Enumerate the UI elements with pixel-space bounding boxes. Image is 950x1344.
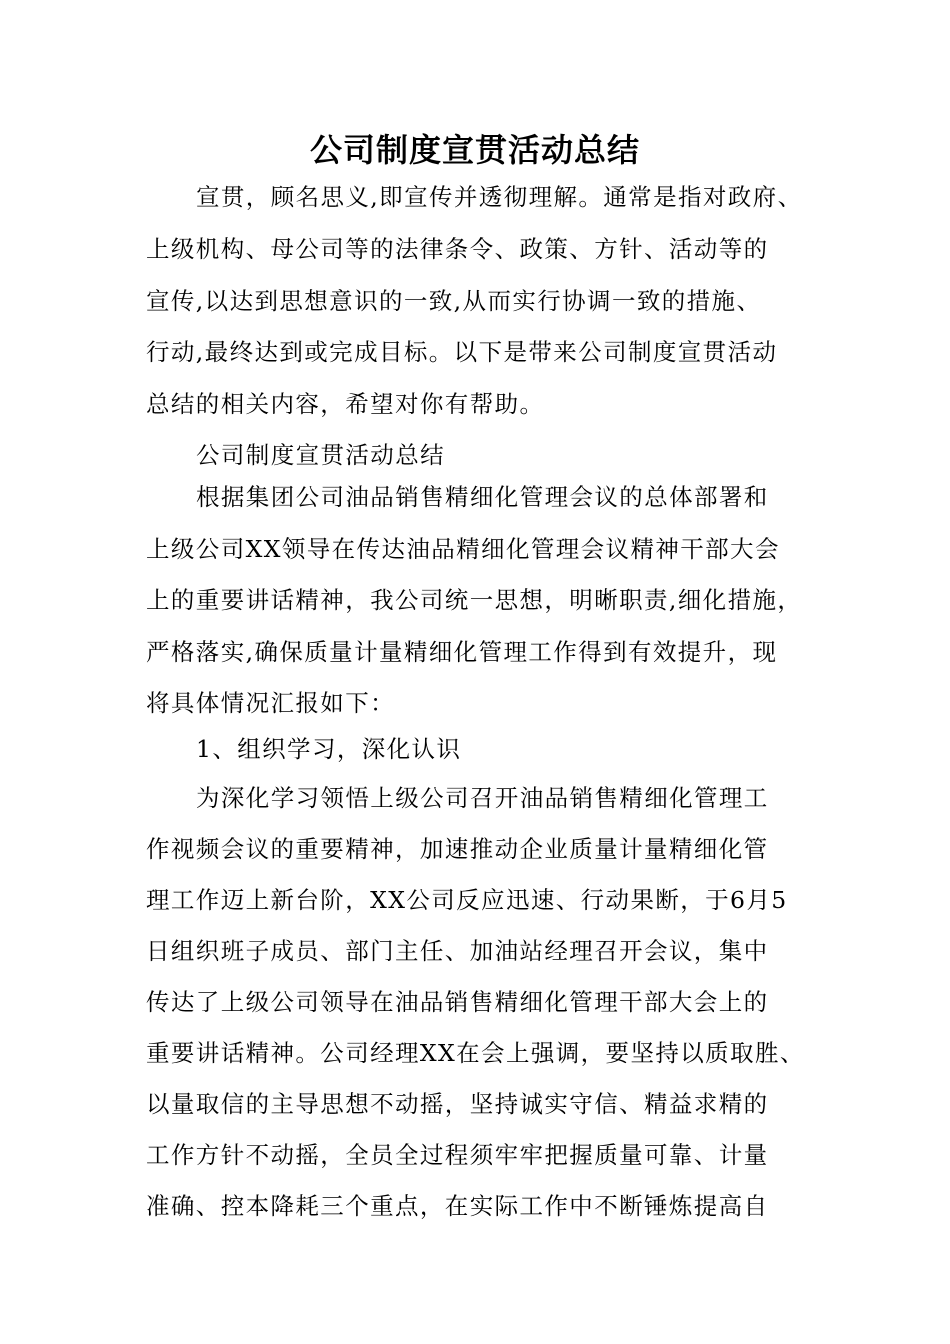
paragraph-line: 理工作迈上新台阶，XX公司反应迅速、行动果断，于6月5 — [146, 886, 788, 914]
paragraph-line: 准确、控本降耗三个重点，在实际工作中不断锤炼提高自 — [146, 1192, 769, 1220]
paragraph-line: 将具体情况汇报如下： — [146, 689, 395, 717]
paragraph-line: 工作方针不动摇，全员全过程须牢牢把握质量可靠、计量 — [146, 1141, 769, 1169]
paragraph-line: 严格落实,确保质量计量精细化管理工作得到有效提升，现 — [146, 638, 778, 666]
paragraph-line: 上级机构、母公司等的法律条令、政策、方针、活动等的 — [146, 235, 769, 263]
paragraph-line: 上的重要讲话精神，我公司统一思想，明晰职责,细化措施， — [146, 586, 803, 614]
paragraph-line: 作视频会议的重要精神，加速推动企业质量计量精细化管 — [146, 835, 769, 863]
section-heading: 1、组织学习，深化认识 — [196, 735, 462, 763]
paragraph-line: 传达了上级公司领导在油品销售精细化管理干部大会上的 — [146, 988, 769, 1016]
paragraph-line: 上级公司XX领导在传达油品精细化管理会议精神干部大会 — [146, 535, 780, 563]
paragraph-line: 宣贯，顾名思义,即宣传并透彻理解。通常是指对政府、 — [196, 183, 803, 211]
paragraph-line: 重要讲话精神。公司经理XX在会上强调，要坚持以质取胜、 — [146, 1039, 805, 1067]
paragraph-line: 日组织班子成员、部门主任、加油站经理召开会议，集中 — [146, 937, 769, 965]
paragraph-line: 根据集团公司油品销售精细化管理会议的总体部署和 — [196, 483, 769, 511]
paragraph-line: 以量取信的主导思想不动摇，坚持诚实守信、精益求精的 — [146, 1090, 769, 1118]
paragraph-line: 宣传,以达到思想意识的一致,从而实行协调一致的措施、 — [146, 287, 762, 315]
paragraph-line: 总结的相关内容，希望对你有帮助。 — [146, 390, 545, 418]
paragraph-line: 行动,最终达到或完成目标。以下是带来公司制度宣贯活动 — [146, 338, 778, 366]
document-title: 公司制度宣贯活动总结 — [309, 131, 640, 169]
paragraph-line: 为深化学习领悟上级公司召开油品销售精细化管理工 — [196, 784, 769, 812]
section-heading: 公司制度宣贯活动总结 — [196, 441, 445, 469]
